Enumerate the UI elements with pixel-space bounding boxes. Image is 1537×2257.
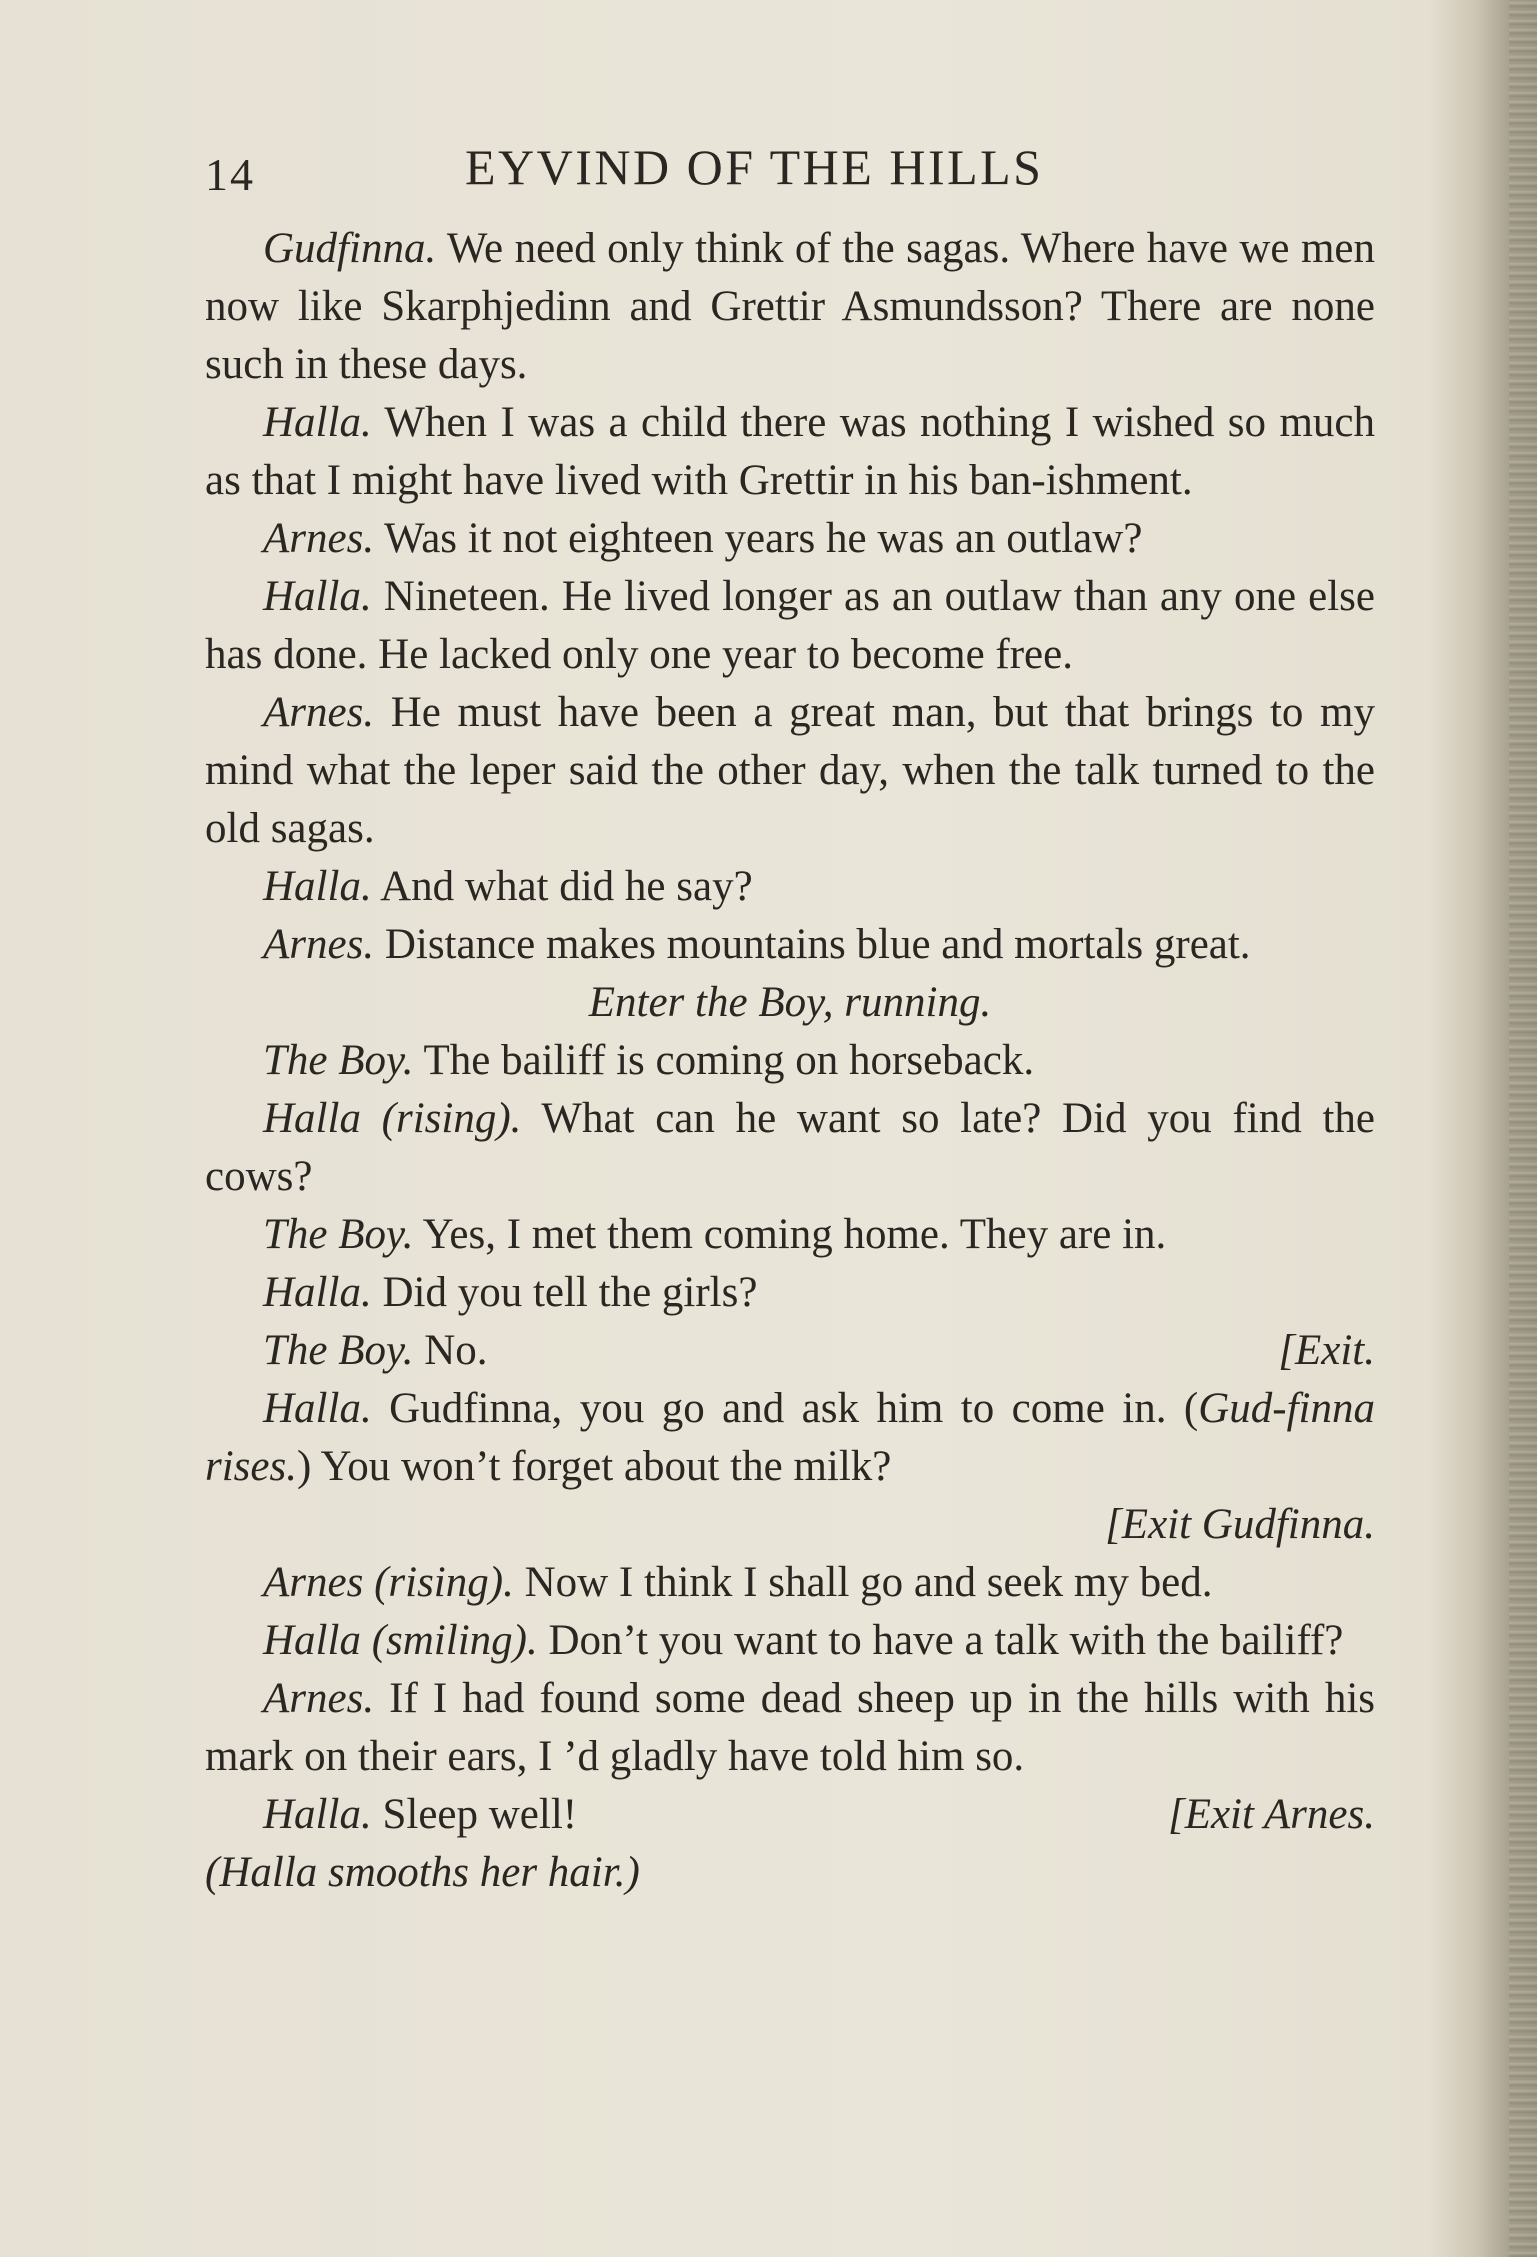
speaker-name: Arnes. [263, 515, 375, 562]
speaker-name: The Boy. [263, 1037, 414, 1084]
speaker-name: Arnes. [263, 689, 375, 736]
dialogue-line [205, 220, 1375, 394]
speaker-name: Halla. [263, 1269, 372, 1316]
final-stage-direction: (Halla smooths her hair.) [205, 1849, 640, 1896]
dialogue-text: And what did he say? [380, 863, 753, 910]
dialogue-line [205, 1670, 1375, 1786]
page-body [205, 220, 1375, 1902]
dialogue-line [205, 394, 1375, 510]
dialogue-text: ) You won’t forget about the milk? [296, 1443, 892, 1490]
stage-direction: (smiling). [371, 1617, 538, 1664]
dialogue-text: We need only think of the sagas. Where have we men now like Skarphjedinn and Grettir Asmundsson? There are none such in these days. [205, 225, 1375, 388]
dialogue-text: When I was a child there was nothing I wished so much as that I might have lived with Grettir in his ban-ishment. [205, 399, 1375, 504]
dialogue-text: The bailiff is coming on horseback. [423, 1037, 1035, 1084]
page-edge [1509, 0, 1537, 2257]
page-number: 14 [205, 149, 255, 200]
speaker-name: Halla. [263, 1791, 372, 1838]
dialogue-text: Don’t you want to have a talk with the bailiff? [548, 1617, 1344, 1664]
dialogue-line [205, 1612, 1375, 1670]
speaker-name: Arnes. [263, 921, 375, 968]
exit-direction-line [205, 1496, 1375, 1554]
exit-direction: [Exit. [1278, 1327, 1375, 1374]
speaker-name: Halla. [263, 863, 372, 910]
dialogue-line [205, 858, 1375, 916]
dialogue-text: If I had found some dead sheep up in the hills with his mark on their ears, I ’d gladly have told him so. [205, 1675, 1376, 1780]
exit-direction: [Exit Arnes. [1167, 1791, 1375, 1838]
speaker-name: Halla [263, 1617, 361, 1664]
dialogue-line [205, 1380, 1375, 1496]
speaker-name: Halla [263, 1095, 361, 1142]
dialogue-line [205, 1206, 1375, 1264]
dialogue-line [205, 568, 1375, 684]
speaker-name: Halla. [263, 1385, 372, 1432]
dialogue-text: He must have been a great man, but that brings to my mind what the leper said the other day, when the talk turned to the old sagas. [205, 689, 1375, 852]
dialogue-text: Did you tell the girls? [382, 1269, 758, 1316]
dialogue-text: Gudfinna, you go and ask him to come in. ( [389, 1385, 1199, 1432]
dialogue-line [205, 1090, 1375, 1206]
dialogue-line [205, 684, 1375, 858]
dialogue-line [205, 1786, 1375, 1844]
dialogue-line [205, 510, 1375, 568]
dialogue-text: Sleep well! [382, 1791, 578, 1838]
dialogue-text: Was it not eighteen years he was an outlaw? [384, 515, 1143, 562]
speaker-name: The Boy. [263, 1327, 414, 1374]
speaker-name: Arnes [263, 1559, 364, 1606]
running-title: EYVIND OF THE HILLS [465, 139, 1044, 195]
dialogue-line [205, 1322, 1375, 1380]
page-header [205, 138, 1375, 198]
dialogue-line [205, 1264, 1375, 1322]
stage-direction: (rising). [381, 1095, 522, 1142]
dialogue-text: No. [424, 1327, 488, 1374]
dialogue-line [205, 916, 1375, 974]
exit-direction: [Exit Gudfinna. [1105, 1501, 1375, 1548]
dialogue-text: Nineteen. He lived longer as an outlaw than any one else has done. He lacked only one year to become free. [205, 573, 1376, 678]
dialogue-line [205, 1554, 1375, 1612]
stage-direction-enter: Enter the Boy, running. [588, 979, 992, 1026]
speaker-name: Gudfinna. [263, 225, 437, 272]
speaker-name: Arnes. [263, 1675, 375, 1722]
dialogue-line [205, 1032, 1375, 1090]
speaker-name: The Boy. [263, 1211, 414, 1258]
speaker-name: Halla. [263, 399, 372, 446]
stage-direction: Gud-finna rises. [205, 1385, 1375, 1490]
dialogue-text: Now I think I shall go and seek my bed. [524, 1559, 1213, 1606]
stage-direction: (rising). [374, 1559, 514, 1606]
dialogue-text: Distance makes mountains blue and mortals great. [384, 921, 1251, 968]
dialogue-text: Yes, I met them coming home. They are in. [422, 1211, 1167, 1258]
speaker-name: Halla. [263, 573, 372, 620]
dialogue-text: What can he want so late? Did you find the cows? [205, 1095, 1375, 1200]
